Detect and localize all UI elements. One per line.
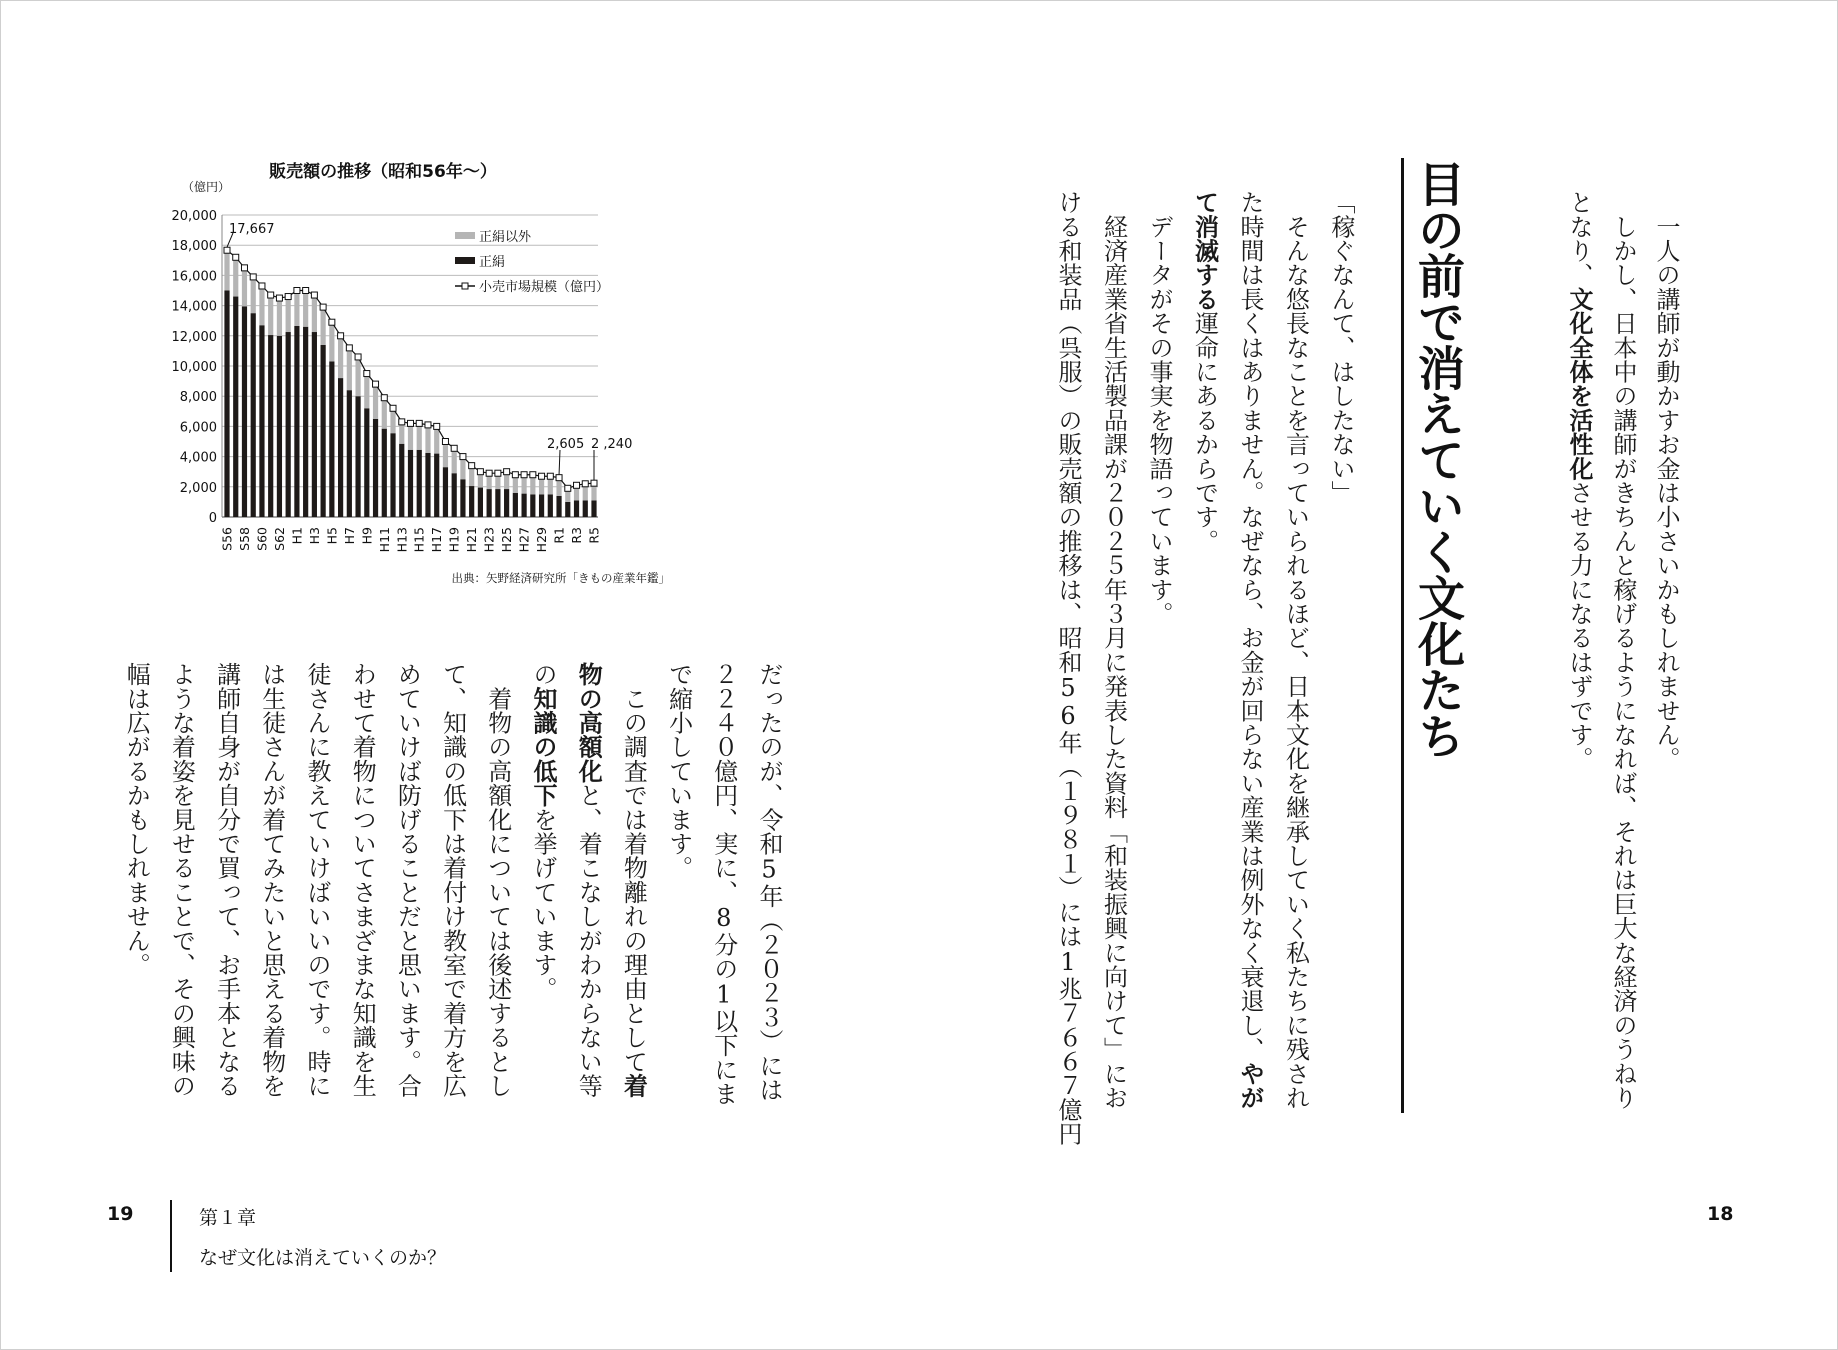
bar-silk-H4	[321, 345, 326, 517]
bar-other-H6	[338, 336, 343, 378]
retail-market-point-R4	[582, 481, 588, 487]
bar-other-S59	[251, 277, 256, 313]
retail-market-point-H24	[495, 470, 501, 476]
retail-market-point-S59	[250, 274, 256, 280]
bar-silk-H16	[425, 453, 430, 517]
bar-silk-H21	[469, 486, 474, 517]
x-tick-label: H9	[359, 527, 375, 545]
right-text-column	[1100, 190, 1126, 1110]
x-tick-label: H23	[481, 527, 497, 553]
body-text: 講師自身が自分で買って、お手本となる	[212, 662, 241, 1098]
legend-marker	[462, 283, 468, 289]
bar-silk-R4	[583, 500, 588, 517]
bar-silk-H1	[294, 326, 299, 517]
bar-silk-S62	[277, 336, 282, 517]
bar-other-H9	[364, 374, 369, 409]
y-tick-label: 16,000	[171, 269, 217, 285]
right-text-column	[1145, 190, 1171, 626]
emphasized-text: 着	[619, 1073, 648, 1098]
bar-other-H10	[373, 384, 378, 419]
bar-silk-H27	[521, 494, 526, 517]
left-text-column	[484, 662, 510, 1098]
bar-other-H18	[443, 442, 448, 468]
bar-silk-H29	[539, 494, 544, 517]
body-text: そんな悠長なことを言っていられるほど、日本文化を継承していく私たちに残され	[1281, 190, 1310, 1110]
chart-title: 販売額の推移（昭和56年～）	[269, 162, 497, 182]
body-text: データがその事実を物語っています。	[1145, 190, 1173, 626]
x-tick-label: S58	[236, 527, 252, 551]
body-text: た時間は長くはありません。なぜなら、お金が回らない産業は例外なく衰退し、	[1236, 190, 1264, 1062]
left-text-column	[710, 662, 736, 1106]
right-text-column	[1054, 190, 1080, 1146]
x-tick-label: S60	[254, 527, 270, 551]
page-number-right: 18	[1707, 1203, 1734, 1225]
left-text-column	[529, 662, 555, 1001]
retail-market-point-R2	[565, 485, 571, 491]
chart-source: 出典：矢野経済研究所「きもの産業年鑑」	[451, 571, 670, 585]
x-tick-label: R5	[586, 527, 602, 544]
bar-silk-H22	[478, 488, 483, 517]
right-text-column	[1652, 190, 1678, 771]
retail-market-point-H18	[442, 439, 448, 445]
bar-silk-H18	[443, 467, 448, 517]
bar-other-H11	[382, 398, 387, 429]
left-text-column	[393, 662, 422, 1098]
y-tick-label: 20,000	[171, 209, 217, 224]
right-text-column	[1236, 190, 1262, 1110]
retail-market-point-H22	[477, 469, 483, 475]
right-text-column	[1191, 190, 1217, 553]
retail-market-point-H2	[303, 288, 309, 294]
bar-other-S58	[242, 268, 247, 307]
emphasized-text: 知識の低下	[529, 686, 557, 808]
body-text: しかし、日本中の講師がきちんと稼げるようになれば、それは巨大な経済のうねり	[1609, 190, 1637, 1110]
bar-other-H4	[321, 307, 326, 345]
retail-market-point-H28	[530, 472, 536, 478]
x-tick-label: R3	[569, 527, 585, 544]
retail-market-point-H19	[451, 445, 457, 451]
left-text-column	[122, 662, 151, 977]
retail-market-point-S60	[259, 283, 265, 289]
left-text-column	[665, 662, 691, 880]
retail-market-point-R1	[556, 475, 562, 481]
right-text-column	[1327, 190, 1353, 505]
retail-market-point-S57	[233, 254, 239, 260]
bar-silk-R1	[556, 496, 561, 517]
bar-silk-H23	[487, 489, 492, 517]
y-tick-label: 0	[208, 511, 217, 526]
body-text: て、知識の低下は着付け教室で着方を広	[438, 662, 467, 1098]
x-tick-label: H15	[411, 527, 427, 553]
bar-silk-H12	[390, 433, 395, 517]
retail-market-point-S58	[241, 265, 247, 271]
x-tick-label: H17	[429, 527, 445, 553]
retail-market-point-H3	[311, 292, 317, 298]
bar-silk-S59	[251, 313, 256, 517]
body-text: ２２４０億円、実に、8分の1以下にま	[709, 662, 738, 1106]
footer-divider	[170, 1200, 172, 1272]
y-tick-label: 2,000	[179, 480, 217, 496]
left-text-column	[348, 662, 377, 1098]
retail-market-point-H29	[539, 473, 545, 479]
y-tick-label: 4,000	[179, 450, 217, 466]
bar-silk-H13	[399, 444, 404, 517]
retail-market-point-H13	[399, 419, 405, 425]
body-text: 運命にあるからです。	[1190, 311, 1219, 553]
chapter-title: なぜ文化は消えていくのか？	[199, 1247, 447, 1269]
x-tick-label: R1	[551, 527, 567, 544]
retail-market-point-S63	[285, 294, 291, 300]
left-text-column	[213, 662, 239, 1098]
retail-market-point-S56	[224, 247, 230, 253]
left-text-column	[574, 662, 603, 1098]
retail-market-point-H27	[521, 472, 527, 478]
right-text-column	[1565, 190, 1591, 771]
right-text-column	[1609, 190, 1635, 1110]
bar-silk-H14	[408, 450, 413, 517]
bar-other-H3	[312, 295, 317, 332]
legend-swatch	[455, 257, 475, 264]
retail-market-point-H7	[346, 345, 352, 351]
body-text: 一人の講師が動かすお金は小さいかもしれません。	[1652, 190, 1680, 771]
body-text: だったのが、令和5年（２０２３）には	[755, 662, 783, 1102]
bar-silk-H11	[382, 429, 387, 517]
y-tick-label: 12,000	[171, 329, 217, 345]
x-tick-label: H13	[394, 527, 410, 553]
y-tick-label: 8,000	[179, 390, 217, 406]
bar-silk-R5	[591, 500, 596, 517]
bar-other-H1	[294, 291, 299, 326]
body-text: めていけば防げることだと思います。合	[393, 662, 422, 1098]
y-axis-unit: （億円）	[182, 180, 231, 194]
bar-other-H2	[303, 291, 308, 327]
emphasized-text: やが	[1236, 1061, 1264, 1110]
body-text: で縮小しています。	[664, 662, 693, 880]
left-text-column	[619, 662, 648, 1098]
x-tick-label: H5	[324, 527, 340, 545]
right-text-column	[1282, 190, 1308, 1110]
bar-silk-H8	[355, 396, 360, 517]
bar-silk-S58	[242, 306, 247, 517]
bar-silk-H5	[329, 361, 334, 517]
retail-market-point-H6	[338, 333, 344, 339]
sales-chart	[0, 0, 800, 600]
left-text-column	[303, 662, 329, 1098]
bar-silk-H19	[452, 473, 457, 517]
bar-other-S62	[277, 298, 282, 336]
retail-market-point-S62	[276, 295, 282, 301]
annotation-leader	[559, 450, 560, 475]
section-heading: 目の前で消えていく文化たち	[1410, 160, 1465, 758]
bar-other-H8	[355, 357, 360, 396]
retail-market-point-H14	[408, 420, 414, 426]
left-text-column	[258, 662, 284, 1098]
body-text: 「稼ぐなんて、はしたない」	[1327, 190, 1355, 505]
left-text-column	[755, 662, 781, 1102]
x-tick-label: S56	[219, 527, 235, 551]
annotation-label: 2,605	[547, 437, 585, 452]
bar-silk-S63	[286, 332, 291, 517]
bar-other-S61	[268, 295, 273, 335]
x-tick-label: H27	[516, 527, 532, 553]
bar-other-H16	[425, 425, 430, 453]
x-tick-label: H7	[341, 527, 357, 545]
annotation-label: 17,667	[229, 222, 275, 237]
bar-other-H19	[452, 448, 457, 473]
bar-other-S60	[259, 286, 264, 325]
bar-other-S57	[233, 257, 238, 296]
body-text: と、着こなしがわからない等	[574, 783, 603, 1098]
body-text: わせて着物についてさまざまな知識を生	[348, 662, 377, 1098]
retail-market-point-H11	[381, 395, 387, 401]
bar-silk-S61	[268, 335, 273, 517]
bar-other-S63	[286, 297, 291, 332]
bar-other-H15	[417, 423, 422, 449]
bar-silk-H7	[347, 390, 352, 517]
chapter-label: 第１章	[199, 1207, 257, 1229]
bar-silk-H24	[495, 489, 500, 517]
x-tick-label: H29	[534, 527, 550, 553]
bar-silk-S60	[259, 325, 264, 517]
bar-silk-R3	[574, 500, 579, 517]
x-tick-label: H11	[376, 527, 392, 553]
retail-market-point-H26	[512, 472, 518, 478]
body-text: を挙げています。	[529, 807, 557, 1001]
retail-market-point-H1	[294, 288, 300, 294]
bar-silk-R2	[565, 502, 570, 517]
left-text-column	[439, 662, 465, 1098]
bar-silk-H15	[417, 450, 422, 517]
retail-market-point-H9	[364, 371, 370, 377]
emphasized-text: 文化全体を活性化	[1565, 286, 1593, 481]
retail-market-point-H5	[329, 319, 335, 325]
y-tick-label: 18,000	[171, 239, 217, 255]
bar-silk-H30	[548, 494, 553, 517]
bar-silk-S56	[224, 291, 229, 518]
retail-market-point-H4	[320, 304, 326, 310]
bar-silk-H10	[373, 419, 378, 517]
bar-other-H7	[347, 348, 352, 390]
retail-market-point-H30	[547, 473, 553, 479]
x-tick-label: H19	[446, 527, 462, 553]
retail-market-point-H17	[434, 423, 440, 429]
body-text: ような着姿を見せることで、その興味の	[167, 662, 196, 1098]
body-text: 徒さんに教えていけばいいのです。時に	[303, 662, 331, 1098]
body-text: ける和装品（呉服）の販売額の推移は、昭和56年（１９８１）には1兆７６６７億円	[1054, 190, 1082, 1146]
body-text: は生徒さんが着てみたいと思える着物を	[257, 662, 286, 1098]
bar-other-H5	[329, 322, 334, 361]
retail-market-point-H15	[416, 420, 422, 426]
y-tick-label: 14,000	[171, 299, 217, 315]
emphasized-text: 物の高額化	[574, 662, 603, 783]
retail-market-point-H16	[425, 422, 431, 428]
x-tick-label: H25	[499, 527, 515, 553]
body-text: の	[529, 662, 557, 687]
legend-label: 正絹以外	[479, 230, 532, 245]
retail-market-point-S61	[268, 292, 274, 298]
emphasized-text: て消滅する	[1190, 190, 1219, 311]
bar-silk-H28	[530, 494, 535, 517]
legend-label: 正絹	[479, 255, 506, 270]
x-tick-label: H3	[306, 527, 322, 545]
retail-market-point-H23	[486, 470, 492, 476]
bar-other-H14	[408, 423, 413, 449]
bar-silk-H25	[504, 489, 509, 517]
body-text: 経済産業省生活製品課が２０２５年３月に発表した資料「和装振興に向けて」にお	[1099, 190, 1128, 1110]
body-text: となり、	[1565, 190, 1593, 287]
retail-market-point-H8	[355, 354, 361, 360]
heading-rule	[1401, 158, 1404, 1113]
bar-silk-H26	[513, 493, 518, 517]
body-text: 着物の高額化については後述するとし	[483, 662, 512, 1098]
bar-silk-H6	[338, 378, 343, 517]
x-tick-label: H1	[289, 527, 305, 545]
bar-silk-H17	[434, 454, 439, 517]
left-text-column	[167, 662, 196, 1098]
bar-other-S56	[224, 250, 229, 290]
retail-market-point-R3	[574, 482, 580, 488]
bar-silk-H2	[303, 327, 308, 517]
retail-market-point-H21	[469, 463, 475, 469]
retail-market-point-H12	[390, 405, 396, 411]
annotation-label: 2 ,240	[591, 437, 633, 452]
legend-swatch	[455, 232, 475, 239]
bar-silk-S57	[233, 297, 238, 517]
y-tick-label: 6,000	[179, 420, 217, 436]
retail-market-point-H25	[504, 469, 510, 475]
body-text: させる力になるはずです。	[1565, 480, 1593, 771]
x-tick-label: S62	[271, 527, 287, 551]
body-text: 幅は広がるかもしれません。	[122, 662, 151, 977]
retail-market-point-H10	[373, 381, 379, 387]
bar-silk-H9	[364, 408, 369, 517]
y-tick-label: 10,000	[171, 360, 217, 375]
retail-market-point-R5	[591, 480, 597, 486]
legend-label: 小売市場規模（億円）	[479, 280, 610, 295]
bar-silk-H3	[312, 332, 317, 517]
bar-silk-H20	[460, 479, 465, 517]
retail-market-point-H20	[460, 454, 466, 460]
x-tick-label: H21	[464, 527, 480, 553]
body-text: この調査では着物離れの理由として	[619, 662, 648, 1074]
page-number-left: 19	[107, 1203, 134, 1225]
